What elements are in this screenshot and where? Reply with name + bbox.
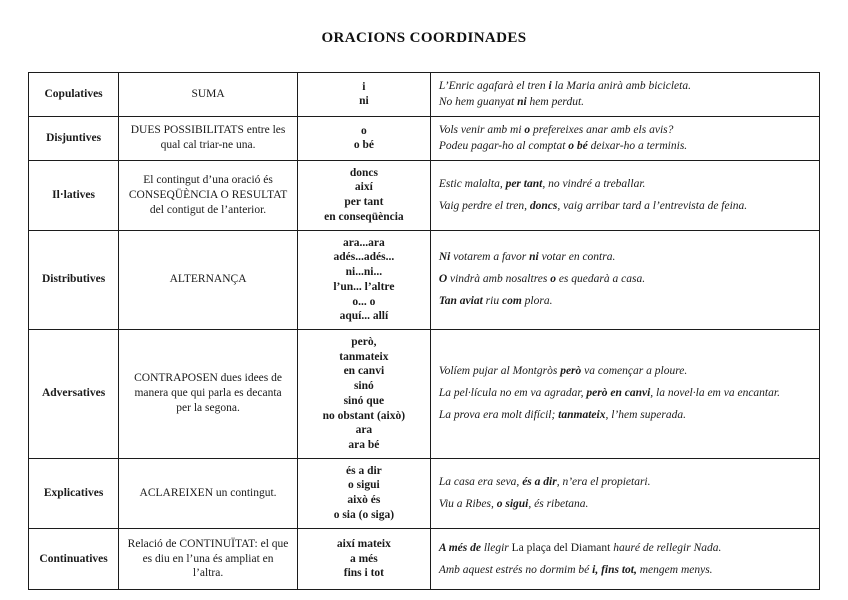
conjunction: és a dir	[345, 464, 382, 477]
conjunction: fins i tot	[343, 567, 384, 580]
examples-cell	[430, 230, 819, 329]
page-title: ORACIONS COORDINADES	[321, 30, 527, 46]
type-cell: Distributives	[29, 230, 119, 329]
description-cell: ACLAREIXEN un contingut.	[119, 458, 298, 528]
example-sentence: L’Enric agafarà el tren i la Maria anirà amb bicicleta.	[438, 80, 691, 92]
table-row	[29, 230, 820, 329]
example-sentence: No hem guanyat ni hem perdut.	[438, 95, 585, 108]
conjunctions-cell	[297, 230, 430, 329]
table-row	[29, 73, 820, 117]
description-cell: ALTERNANÇA	[119, 230, 298, 329]
conjunction: adés...adés...	[333, 251, 395, 264]
conjunctions-cell	[297, 329, 430, 458]
example-sentence: Viu a Ribes, o sigui, és ribetana.	[438, 497, 589, 510]
conjunction: i	[362, 80, 366, 93]
conjunction: o sia (o siga)	[333, 508, 395, 521]
conjunction: o sigui	[348, 479, 380, 492]
example-sentence: Vols venir amb mi o prefereixes anar amb els avis?	[438, 123, 674, 136]
conjunction: però,	[351, 335, 377, 348]
table-body	[29, 73, 820, 590]
conjunction: o bé	[353, 139, 374, 152]
examples-cell	[430, 329, 819, 458]
conjunction: això és	[347, 494, 381, 507]
conjunction: ni	[359, 95, 369, 108]
conjunction: aquí... allí	[339, 310, 389, 323]
examples-cell	[430, 73, 819, 117]
type-cell: Copulatives	[29, 73, 119, 117]
conjunction: o	[361, 124, 367, 137]
example-sentence: Ni votarem a favor ni votar en contra.	[438, 251, 616, 264]
conjunction: sinó que	[343, 394, 385, 407]
conjunction: no obstant (això)	[322, 409, 406, 422]
examples-cell	[430, 160, 819, 230]
type-cell: Il·latives	[29, 160, 119, 230]
conjunction: així	[354, 181, 373, 194]
type-cell: Adversatives	[29, 329, 119, 458]
table-row	[29, 160, 820, 230]
example-sentence: A més de llegir La plaça del Diamant hauré de rellegir Nada.	[438, 541, 722, 554]
examples-cell	[430, 458, 819, 528]
description-cell: El contingut d’una oració és CONSEQÜÈNCIA O RESULTAT del contigut de l’anterior.	[119, 160, 298, 230]
conjunction: o... o	[352, 295, 376, 308]
description-cell: Relació de CONTINUÏTAT: el que es diu en l’una és ampliat en l’altra.	[119, 528, 298, 590]
conjunction: ara bé	[348, 438, 380, 451]
conjunction: ara...ara	[342, 236, 385, 249]
conjunctions-cell	[297, 160, 430, 230]
conjunctions-cell	[297, 528, 430, 590]
examples-cell	[430, 116, 819, 160]
example-sentence: La pel·lícula no em va agradar, però en canvi, la novel·la em va encantar.	[438, 387, 780, 400]
conjunctions-cell	[297, 116, 430, 160]
conjunction: en conseqüència	[324, 210, 404, 223]
description-cell: CONTRAPOSEN dues idees de manera que qui parla es decanta per la segona.	[119, 329, 298, 458]
table-row	[29, 528, 820, 590]
example-sentence: O vindrà amb nosaltres o es quedarà a casa.	[438, 273, 646, 286]
conjunctions-cell	[297, 458, 430, 528]
conjunctions-cell	[297, 73, 430, 117]
example-sentence: Estic malalta, per tant, no vindré a treballar.	[438, 177, 646, 190]
conjunction: a més	[349, 552, 378, 565]
type-cell: Explicatives	[29, 458, 119, 528]
conjunction: sinó	[353, 380, 374, 393]
conjunction: doncs	[349, 166, 378, 179]
conjunction: ara	[355, 424, 373, 437]
conjunction: tanmateix	[339, 350, 389, 363]
description-cell: DUES POSSIBILITATS entre les qual cal triar-ne una.	[119, 116, 298, 160]
example-sentence: Vaig perdre el tren, doncs, vaig arribar tard a l’entrevista de feina.	[438, 199, 748, 212]
conjunction: així mateix	[336, 537, 391, 550]
type-cell: Continuatives	[29, 528, 119, 590]
coordination-table	[28, 72, 820, 590]
conjunction: l’un... l’altre	[333, 280, 395, 293]
table-row	[29, 458, 820, 528]
example-sentence: Amb aquest estrés no dormim bé i, fins tot, mengem menys.	[438, 563, 713, 576]
example-sentence: Volíem pujar al Montgròs però va començar a ploure.	[438, 365, 688, 378]
conjunction: ni...ni...	[345, 266, 383, 279]
example-sentence: Tan aviat riu com plora.	[438, 295, 553, 308]
table-row	[29, 329, 820, 458]
description-cell: SUMA	[119, 73, 298, 117]
example-sentence: La prova era molt difícil; tanmateix, l’hem superada.	[438, 409, 686, 422]
example-sentence: La casa era seva, és a dir, n’era el propietari.	[438, 475, 651, 488]
table-row	[29, 116, 820, 160]
example-sentence: Podeu pagar-ho al comptat o bé deixar-ho a terminis.	[438, 139, 688, 152]
conjunction: per tant	[344, 196, 384, 209]
examples-cell	[430, 528, 819, 590]
type-cell: Disjuntives	[29, 116, 119, 160]
conjunction: en canvi	[343, 365, 385, 378]
